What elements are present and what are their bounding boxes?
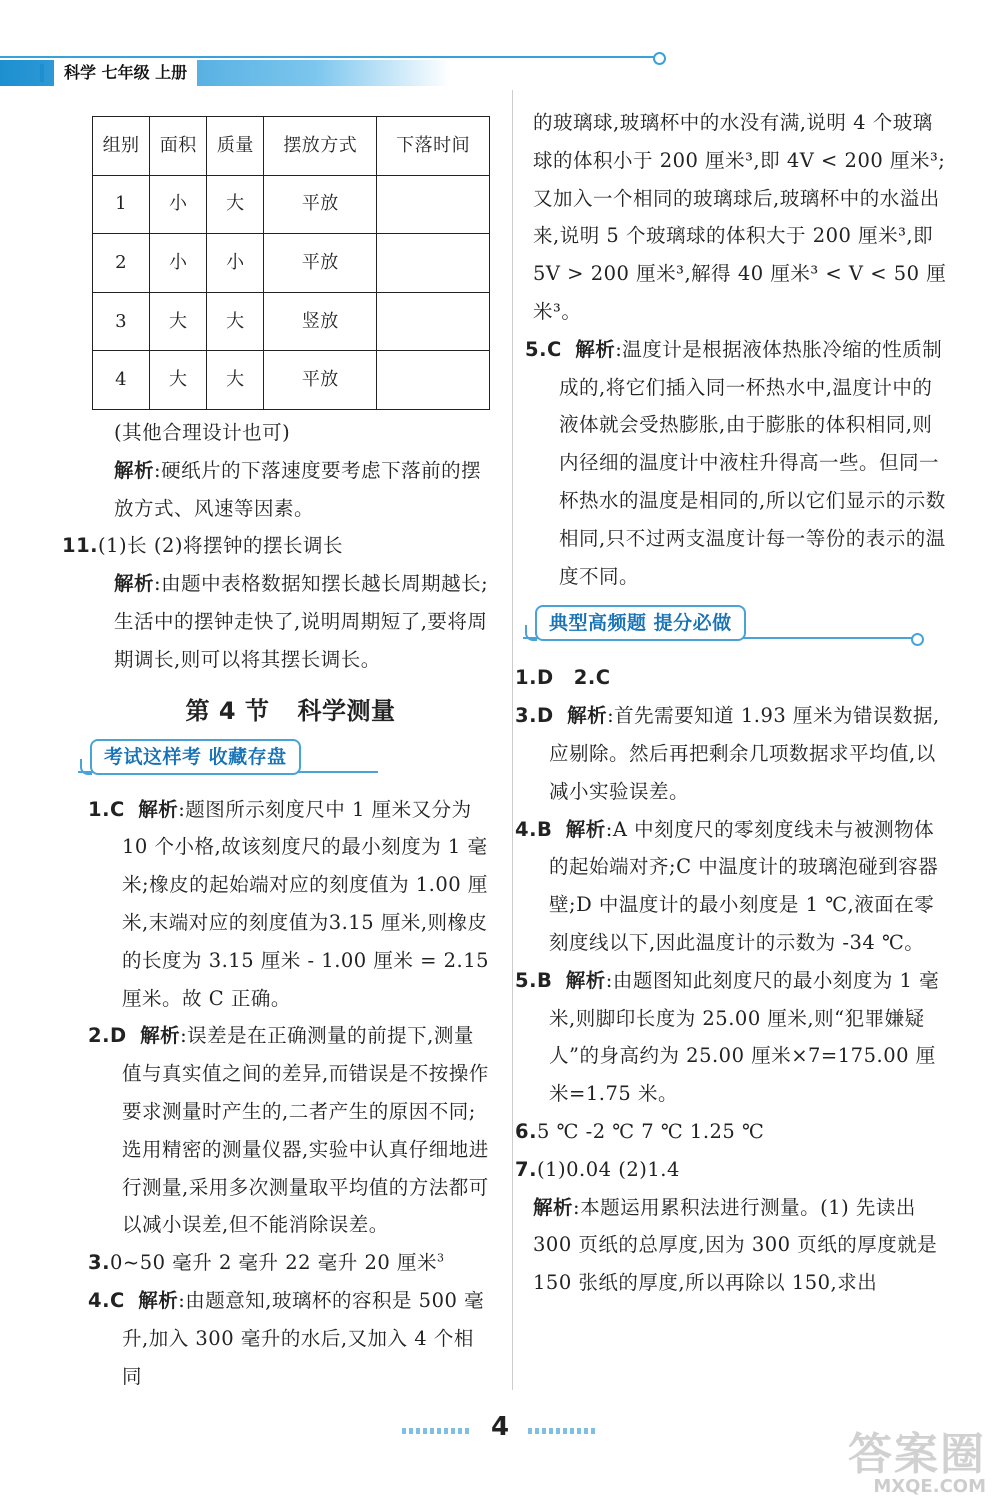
table-cell: 大 (207, 351, 264, 410)
answer-11-explanation (88, 565, 493, 678)
section-heading (88, 689, 493, 733)
explanation-text: :温度计是根据液体热胀冷缩的性质制成的,将它们插入同一杯热水中,温度计中的液体就会受热膨胀,由于膨胀的体积相同,则内径细的温度计中液柱升得高一些。但同一杯热水的温度是相同的,所以它们显示的示数相同,只不过两支温度计每一等份的表示的温度不同。 (559, 337, 946, 588)
question-number: 3. (515, 704, 537, 728)
answer-text: (1)0.04 (2)1.4 (536, 1157, 680, 1181)
table-note: (其他合理设计也可) (114, 420, 291, 444)
table-header-cell: 面积 (150, 117, 207, 176)
table-cell: 大 (207, 175, 264, 234)
table-cell: 大 (207, 292, 264, 351)
answer-2 (88, 1017, 493, 1244)
table-cell: 1 (93, 175, 150, 234)
explanation-text: :由题图知此刻度尺的最小刻度为 1 毫米,则脚印长度为 25.00 厘米,则“犯罪嫌疑人”的身高约为 25.00 厘米×7=175.00 厘米=1.75 米。 (549, 968, 940, 1106)
banner-exam (78, 739, 493, 779)
table-cell: 小 (150, 175, 207, 234)
explanation-text: :题图所示刻度尺中 1 厘米又分为 10 个小格,故该刻度尺的最小刻度为 1 毫米;橡皮的起始端对应的刻度值为 1.00 厘米,末端对应的刻度值为3.15 厘米,则橡皮的长度为 3.15 厘米 - 1.00 厘米 = 2.15 厘米。故 C 正确。 (122, 797, 490, 1010)
answer-choice: B (536, 817, 553, 841)
section-name: 科学测量 (297, 696, 396, 725)
answer-r3 (515, 697, 948, 810)
header-tick (40, 64, 44, 82)
column-divider (512, 90, 513, 1390)
table-row (93, 351, 490, 410)
table-cell: 平放 (264, 351, 377, 410)
explanation-label: 解析 (575, 337, 616, 361)
explanation-label: 解析 (138, 1288, 179, 1312)
banner-label: 典型高频题 提分必做 (535, 605, 746, 641)
banner-dot (911, 633, 924, 646)
table-cell: 小 (207, 234, 264, 293)
answer-choice: C (595, 666, 611, 690)
header-title: 科学 七年级 上册 (54, 60, 197, 86)
table-cell: 平放 (264, 175, 377, 234)
explanation-label: 解析 (114, 458, 155, 482)
table-row (93, 292, 490, 351)
table-row (93, 175, 490, 234)
table-cell: 平放 (264, 234, 377, 293)
table-cell (377, 351, 490, 410)
answer-choice: B (536, 968, 553, 992)
answer-choice: D (536, 666, 554, 690)
answer-3: 3.0~50 毫升 2 毫升 22 毫升 20 厘米$^3$ (88, 1251, 445, 1275)
explanation-text: :硬纸片的下落速度要考虑下落前的摆放方式、风速等因素。 (114, 458, 482, 520)
answer-choice: D (536, 704, 554, 728)
banner-frequent (523, 605, 948, 645)
watermark-url: MXQE.COM (873, 1476, 986, 1497)
watermark-logo: 答案圈 (848, 1429, 986, 1480)
question-number: 1. (515, 666, 537, 690)
answer-text: (1)长 (2)将摆钟的摆长调长 (98, 534, 343, 558)
table-cell: 2 (93, 234, 150, 293)
answer-choice: D (109, 1024, 127, 1048)
table-header-cell: 组别 (93, 117, 150, 176)
table-row (93, 234, 490, 293)
answer-5 (525, 331, 948, 596)
explanation-label: 解析 (565, 817, 606, 841)
explanation-text: :A 中刻度尺的零刻度线未与被测物体的起始端对齐;C 中温度计的玻璃泡碰到容器壁;D 中温度计的最小刻度是 1 ℃,液面在零刻度线以下,因此温度计的示数为 -34 ℃。 (549, 817, 939, 954)
table-cell: 大 (150, 292, 207, 351)
page-number: 4 (490, 1412, 510, 1442)
explanation-label: 解析 (567, 704, 608, 728)
question-number: 6. (515, 1119, 537, 1143)
answer-r4 (515, 811, 948, 962)
answer-r7 (515, 1151, 948, 1189)
table-cell: 竖放 (264, 292, 377, 351)
table-cell (377, 175, 490, 234)
explanation-label: 解析 (565, 968, 606, 992)
section-number: 第 4 节 (185, 696, 270, 725)
table-header-cell: 下落时间 (377, 117, 490, 176)
table-cell: 小 (150, 234, 207, 293)
explanation-text: :由题中表格数据知摆长越长周期越长;生活中的摆钟走快了,说明周期短了,要将周期调长,则可以将其摆长调长。 (114, 572, 489, 671)
table-cell (377, 292, 490, 351)
question-number: 4. (515, 817, 537, 841)
experiment-table (92, 116, 490, 410)
answer-11 (62, 527, 493, 565)
answer-4 (88, 1282, 493, 1395)
question-number: 5. (515, 968, 537, 992)
banner-label: 考试这样考 收藏存盘 (90, 739, 301, 775)
answer-choice: C (109, 797, 125, 821)
header-rule (0, 56, 660, 58)
answer-10-explanation (88, 452, 493, 528)
table-header-row (93, 117, 490, 176)
explanation-text: :误差是在正确测量的前提下,测量值与真实值之间的差异,而错误是不按操作要求测量时产生的,二者产生的原因不同;选用精密的测量仪器,实验中认真仔细地进行测量,采用多次测量取平均值的方法都可以减小误差,但不能消除误差。 (122, 1024, 489, 1237)
question-number: 11. (62, 534, 99, 558)
answer-choice: C (546, 337, 562, 361)
explanation-label: 解析 (114, 572, 155, 596)
answer-r7-explanation (533, 1189, 948, 1302)
watermark (848, 1418, 986, 1497)
answer-1-2 (515, 659, 948, 697)
answer-text: 0~50 毫升 2 毫升 22 毫升 20 厘米 (109, 1251, 437, 1275)
explanation-text: :由题意知,玻璃杯的容积是 500 毫升,加入 300 毫升的水后,又加入 4 个相同 (122, 1288, 485, 1388)
answer-1 (88, 791, 493, 1018)
answer-choice: C (109, 1288, 125, 1312)
question-number: 4. (88, 1288, 110, 1312)
question-number: 1. (88, 797, 110, 821)
question-number: 7. (515, 1157, 537, 1181)
answer-r6 (515, 1113, 948, 1151)
table-cell: 大 (150, 351, 207, 410)
question-number: 5. (525, 337, 547, 361)
table-cell (377, 234, 490, 293)
answer-4-continued: 的玻璃球,玻璃杯中的水没有满,说明 4 个玻璃球的体积小于 200 厘米³,即 4V < 200 厘米³;又加入一个相同的玻璃球后,玻璃杯中的水溢出来,说明 5 个玻璃球的体积大于 200 厘米³,即 5V > 200 厘米³,解得 40 厘米³ < V < 50 厘米³。 (533, 111, 947, 323)
explanation-text: :首先需要知道 1.93 厘米为错误数据,应剔除。然后再把剩余几项数据求平均值,以减小实验误差。 (549, 704, 940, 803)
explanation-label: 解析 (138, 797, 179, 821)
explanation-label: 解析 (533, 1195, 574, 1219)
footer-decoration (528, 1428, 598, 1434)
table-cell: 4 (93, 351, 150, 410)
table-header-cell: 摆放方式 (264, 117, 377, 176)
table-header-cell: 质量 (207, 117, 264, 176)
left-column (62, 116, 493, 1395)
right-column (515, 104, 948, 1302)
table-cell: 3 (93, 292, 150, 351)
explanation-label: 解析 (140, 1024, 181, 1048)
explanation-text: :本题运用累积法进行测量。(1) 先读出 300 页纸的总厚度,因为 300 页纸的厚度就是 150 张纸的厚度,所以再除以 150,求出 (533, 1195, 938, 1295)
question-number: 2. (573, 666, 596, 690)
question-number: 3. (88, 1251, 110, 1275)
question-number: 2. (88, 1024, 110, 1048)
footer-decoration (402, 1428, 472, 1434)
answer-text: 5 ℃ -2 ℃ 7 ℃ 1.25 ℃ (536, 1119, 765, 1143)
answer-r5 (515, 962, 948, 1113)
